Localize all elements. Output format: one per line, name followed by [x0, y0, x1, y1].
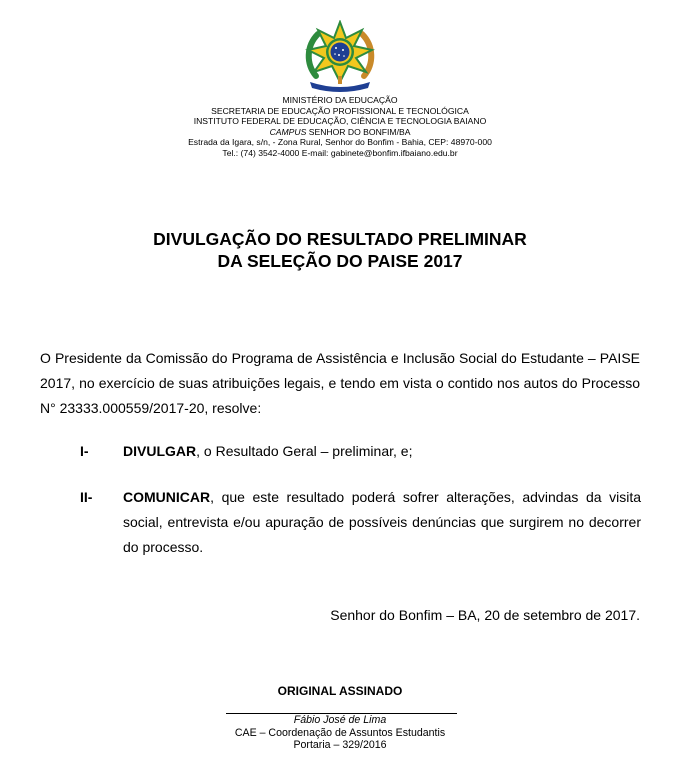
item-content — [123, 485, 641, 560]
institute-line: INSTITUTO FEDERAL DE EDUCAÇÃO, CIÊNCIA E TECNOLOGIA BAIANO — [193, 116, 487, 127]
signer-ordinance: Portaria – 329/2016 — [293, 739, 387, 752]
campus-line — [0, 127, 680, 138]
title-line-2: DA SELEÇÃO DO PAISE 2017 — [217, 251, 463, 271]
address-line: Estrada da Igara, s/n, - Zona Rural, Senhor do Bonfim - Bahia, CEP: 48970-000 — [188, 137, 492, 148]
item-text: , que este resultado poderá sofrer alterações, advindas da visita social, entrevista e/ou apuração de possíveis denúncias que surgirem no decorrer do processo. — [123, 489, 641, 555]
title-line-1: DIVULGAÇÃO DO RESULTADO PRELIMINAR — [153, 229, 527, 249]
item-content — [123, 439, 641, 464]
item-keyword: COMUNICAR — [123, 489, 211, 505]
intro-paragraph: O Presidente da Comissão do Programa de Assistência e Inclusão Social do Estudante – PAISE 2017, no exercício de suas atribuições legais, e tendo em vista o contido nos autos do Processo N° 23333.000559/2017-20, resolve: — [40, 350, 640, 416]
list-item — [80, 485, 641, 560]
contact-line: Tel.: (74) 3542-4000 E-mail: gabinete@bonfim.ifbaiano.edu.br — [222, 147, 458, 158]
list-item — [80, 439, 641, 464]
signature-block — [0, 714, 680, 752]
original-signed-label: ORIGINAL ASSINADO — [277, 684, 403, 698]
item-text: , o Resultado Geral – preliminar, e; — [196, 443, 413, 459]
ministry-line: MINISTÉRIO DA EDUCAÇÃO — [282, 95, 398, 105]
item-marker: I- — [80, 443, 89, 459]
brazil-coat-of-arms-logo — [302, 20, 378, 92]
signer-name: Fábio José de Lima — [293, 714, 387, 726]
item-marker: II- — [80, 489, 93, 505]
signer-role: CAE – Coordenação de Assuntos Estudantis — [234, 726, 446, 739]
document-title — [0, 228, 680, 272]
campus-name: SENHOR DO BONFIM/BA — [306, 126, 411, 137]
campus-prefix: CAMPUS — [269, 126, 307, 137]
secretariat-line: SECRETARIA DE EDUCAÇÃO PROFISSIONAL E TECNOLÓGICA — [211, 105, 469, 116]
place-date: Senhor do Bonfim – BA, 20 de setembro de 2017. — [330, 607, 640, 623]
item-keyword: DIVULGAR — [123, 443, 197, 459]
letterhead — [0, 95, 680, 159]
